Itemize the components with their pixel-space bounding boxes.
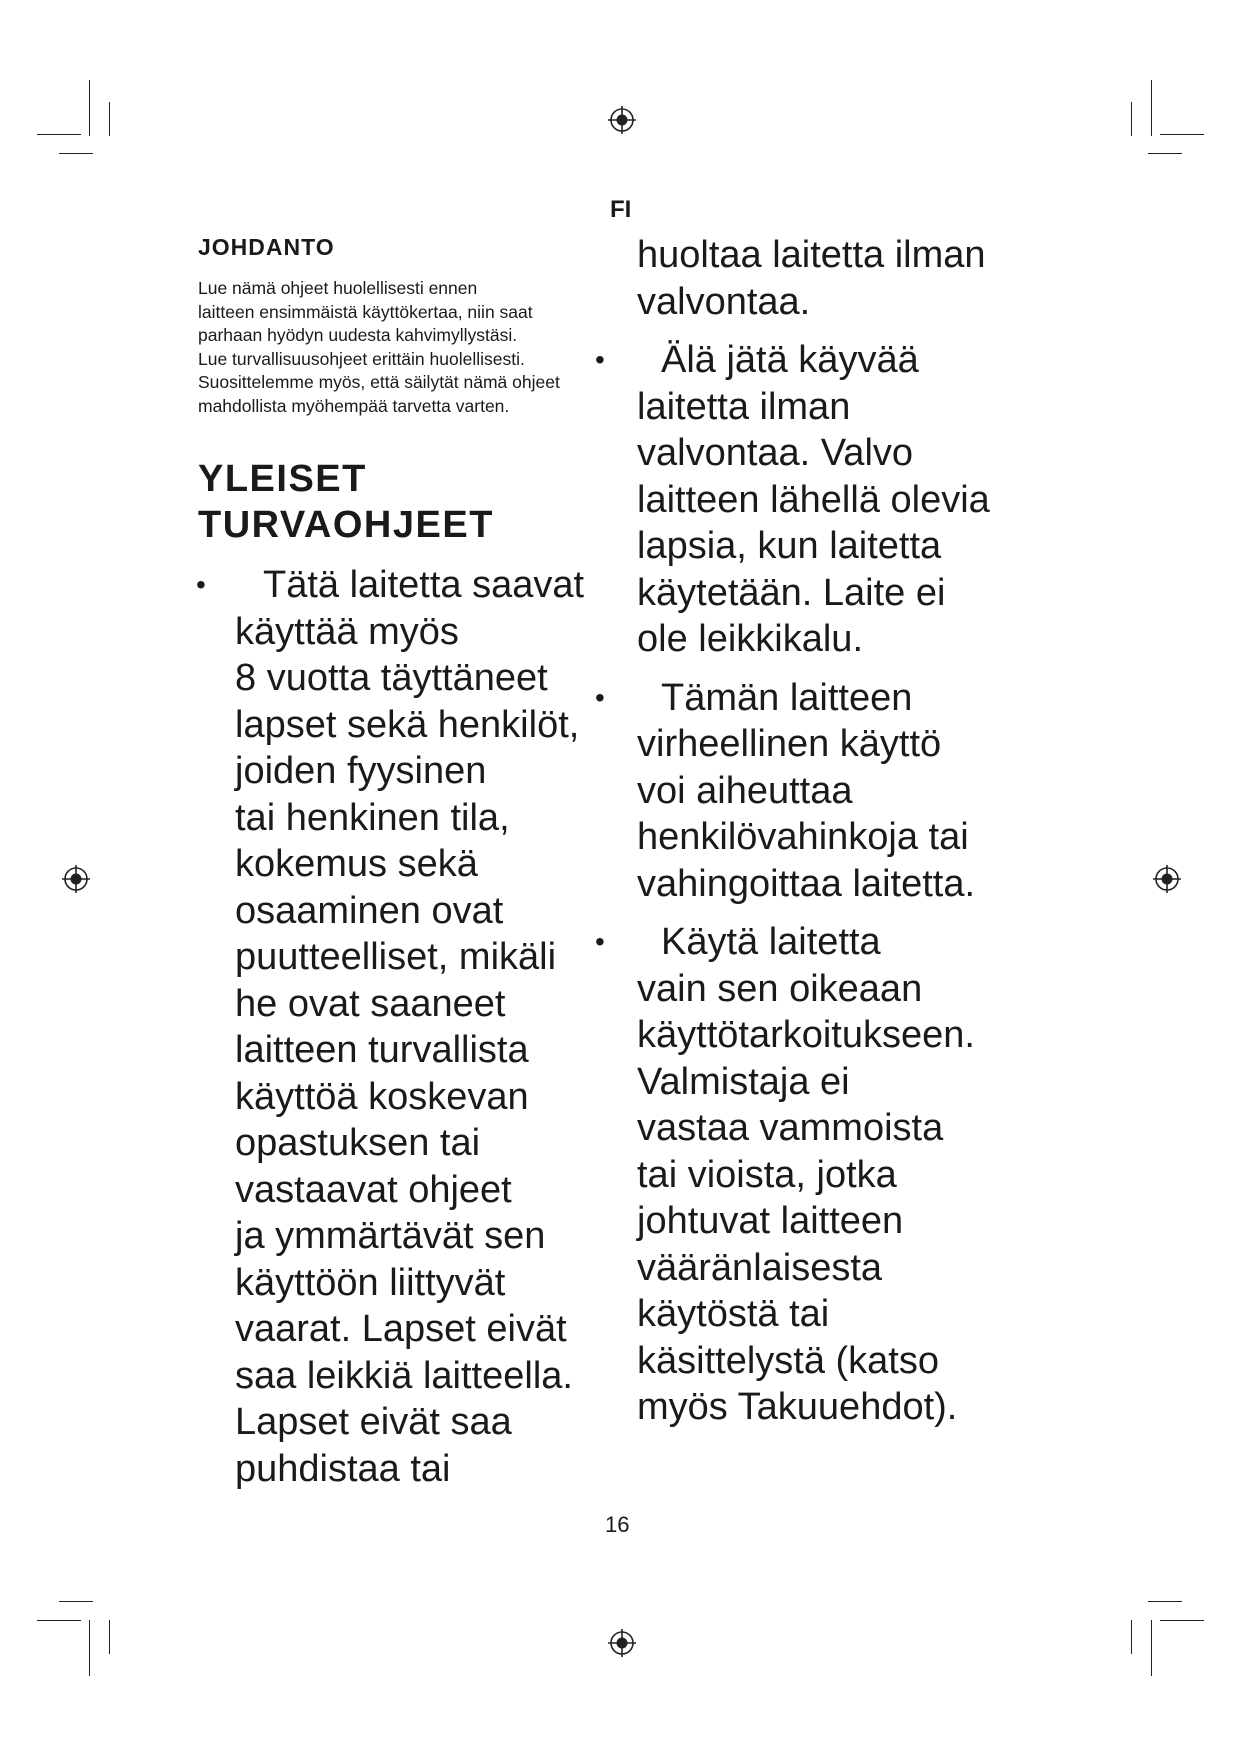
safety-item-1-continued — [637, 232, 1057, 325]
item-line: käsittelystä (katso — [637, 1339, 939, 1382]
item-line: Valmistaja ei — [637, 1060, 850, 1103]
safety-item-2 — [595, 337, 1057, 663]
item-line: Tämän laitteen — [661, 676, 913, 719]
item-line: vaarat. Lapset eivät — [235, 1308, 567, 1350]
safety-item-1 — [198, 562, 613, 1492]
item-line: lapset sekä henkilöt, — [235, 703, 580, 746]
item-line: johtuvat laitteen — [637, 1200, 904, 1242]
item-line: virheellinen käyttö — [637, 723, 942, 765]
item-line: käyttää myös — [235, 610, 459, 653]
item-line: vastaavat ohjeet — [235, 1168, 512, 1211]
item-line: käytöstä tai — [637, 1293, 830, 1335]
intro-line: mahdollista myöhempää tarvetta varten. — [198, 395, 510, 416]
item-line: vääränlaisesta — [637, 1246, 883, 1289]
item-line: voi aiheuttaa — [637, 769, 853, 812]
bullet-icon: • — [196, 569, 206, 600]
item-line: huoltaa laitetta ilman — [637, 234, 986, 276]
item-line: valvontaa. Valvo — [637, 432, 914, 474]
item-line: laitetta ilman — [637, 385, 851, 428]
item-line: tai henkinen tila, — [235, 796, 510, 839]
item-line: ja ymmärtävät sen — [235, 1215, 546, 1257]
item-line: käyttöä koskevan — [235, 1075, 529, 1118]
item-line: vain sen oikeaan — [637, 967, 923, 1010]
intro-heading: JOHDANTO — [198, 234, 335, 260]
intro-line: Suosittelemme myös, että säilytät nämä ohjeet — [198, 372, 560, 392]
left-column — [198, 234, 613, 1492]
item-line: he ovat saaneet — [235, 982, 506, 1025]
item-line: opastuksen tai — [235, 1122, 481, 1164]
item-line: joiden fyysinen — [235, 750, 487, 792]
language-code: FI — [610, 196, 632, 223]
intro-line: Lue nämä ohjeet huolellisesti ennen — [198, 278, 478, 298]
item-line: saa leikkiä laitteella. — [235, 1354, 573, 1397]
bullet-icon: • — [595, 681, 605, 713]
safety-item-3 — [595, 675, 1057, 908]
safety-item-4 — [595, 919, 1057, 1431]
item-line: lapsia, kun laitetta — [637, 525, 942, 567]
item-line: tai vioista, jotka — [637, 1153, 897, 1196]
bullet-icon: • — [595, 926, 605, 957]
item-line: käytetään. Laite ei — [637, 571, 946, 614]
item-line: puutteelliset, mikäli — [235, 936, 557, 978]
item-line: 8 vuotta täyttäneet — [235, 657, 548, 699]
right-column — [595, 232, 1057, 1431]
registration-mark-icon — [607, 1628, 637, 1658]
intro-line: parhaan hyödyn uudesta kahvimyllystäsi. — [198, 325, 518, 345]
item-line: vahingoittaa laitetta. — [637, 862, 976, 905]
item-line: Älä jätä käyvää — [661, 339, 919, 381]
item-line: valvontaa. — [637, 280, 811, 323]
item-line: osaaminen ovat — [235, 889, 504, 932]
section-heading — [198, 456, 613, 548]
item-line: vastaa vammoista — [637, 1107, 944, 1149]
item-line: käyttöön liittyvät — [235, 1261, 506, 1304]
item-line: laitteen turvallista — [235, 1029, 529, 1071]
registration-mark-icon — [1152, 864, 1182, 894]
intro-paragraph — [198, 277, 613, 418]
item-line: puhdistaa tai — [235, 1447, 451, 1490]
item-line: henkilövahinkoja tai — [637, 816, 969, 858]
section-heading-line: YLEISET — [198, 458, 367, 500]
registration-mark-icon — [607, 105, 637, 135]
item-line: Tätä laitetta saavat — [263, 564, 585, 606]
item-line: kokemus sekä — [235, 843, 478, 885]
section-heading-line: TURVAOHJEET — [198, 504, 494, 546]
intro-line: laitteen ensimmäistä käyttökertaa, niin saat — [198, 301, 533, 322]
registration-mark-icon — [61, 864, 91, 894]
item-line: myös Takuuehdot). — [637, 1386, 958, 1428]
item-line: Lapset eivät saa — [235, 1401, 512, 1443]
item-line: Käytä laitetta — [661, 921, 881, 963]
bullet-icon: • — [595, 344, 605, 375]
intro-line: Lue turvallisuusohjeet erittäin huolellisesti. — [198, 348, 525, 369]
item-line: ole leikkikalu. — [637, 618, 863, 660]
page-number: 16 — [605, 1512, 630, 1537]
item-line: laitteen lähellä olevia — [637, 478, 990, 521]
item-line: käyttötarkoitukseen. — [637, 1014, 975, 1056]
